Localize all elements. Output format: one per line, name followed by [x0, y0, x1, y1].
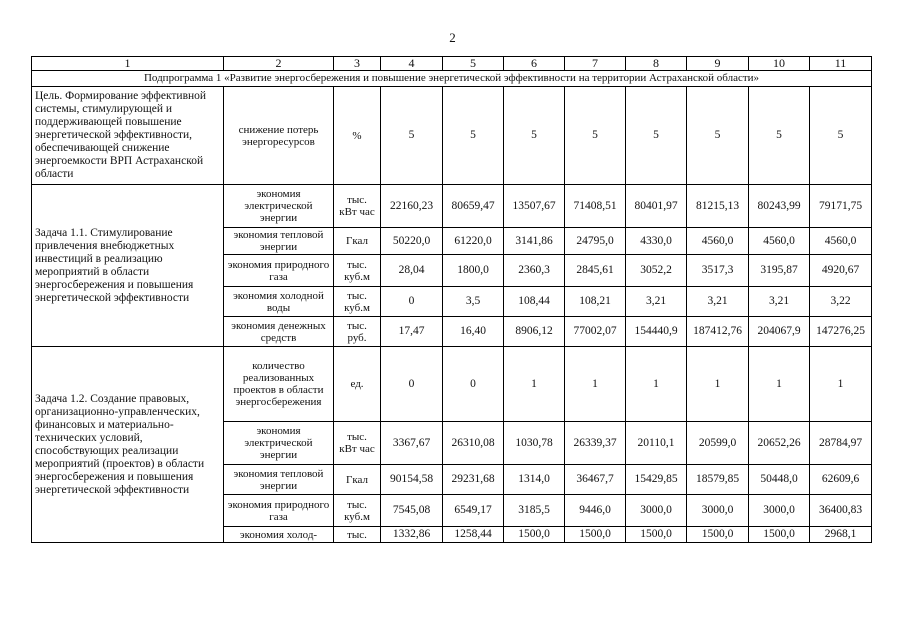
- value-cell: 3,21: [749, 287, 810, 317]
- value-cell: 5: [381, 87, 443, 185]
- value-cell: 3000,0: [626, 495, 687, 527]
- value-cell: 7545,08: [381, 495, 443, 527]
- value-cell: 3,5: [443, 287, 504, 317]
- value-cell: 1: [626, 347, 687, 422]
- value-cell: 81215,13: [687, 185, 749, 228]
- value-cell: 5: [810, 87, 872, 185]
- indicator-cell: количество реализованных проектов в области энергосбережения: [224, 347, 334, 422]
- value-cell: 4330,0: [626, 228, 687, 255]
- indicator-cell: экономия электрической энергии: [224, 185, 334, 228]
- value-cell: 20110,1: [626, 422, 687, 465]
- value-cell: 79171,75: [810, 185, 872, 228]
- value-cell: 1: [565, 347, 626, 422]
- value-cell: 1500,0: [626, 527, 687, 543]
- value-cell: 18579,85: [687, 465, 749, 495]
- value-cell: 61220,0: [443, 228, 504, 255]
- value-cell: 4920,67: [810, 255, 872, 287]
- value-cell: 3517,3: [687, 255, 749, 287]
- indicator-cell: снижение потерь энергоресурсов: [224, 87, 334, 185]
- value-cell: 3052,2: [626, 255, 687, 287]
- unit-cell: Гкал: [334, 465, 381, 495]
- value-cell: 3,21: [687, 287, 749, 317]
- value-cell: 22160,23: [381, 185, 443, 228]
- value-cell: 1500,0: [504, 527, 565, 543]
- value-cell: 3367,67: [381, 422, 443, 465]
- value-cell: 1: [749, 347, 810, 422]
- value-cell: 1: [504, 347, 565, 422]
- value-cell: 9446,0: [565, 495, 626, 527]
- value-cell: 2845,61: [565, 255, 626, 287]
- unit-cell: тыс. куб.м: [334, 495, 381, 527]
- value-cell: 80401,97: [626, 185, 687, 228]
- value-cell: 50220,0: [381, 228, 443, 255]
- column-number-8: 8: [626, 57, 687, 71]
- value-cell: 20599,0: [687, 422, 749, 465]
- value-cell: 1: [687, 347, 749, 422]
- value-cell: 28,04: [381, 255, 443, 287]
- subprogram-title: Подпрограмма 1 «Развитие энергосбережения и повышение энергетической эффективности на территории Астраханской области»: [32, 71, 872, 87]
- value-cell: 36467,7: [565, 465, 626, 495]
- value-cell: 4560,0: [749, 228, 810, 255]
- value-cell: 5: [504, 87, 565, 185]
- indicator-cell: экономия природного газа: [224, 495, 334, 527]
- column-number-row: [32, 57, 872, 71]
- unit-cell: тыс. руб.: [334, 317, 381, 347]
- value-cell: 80659,47: [443, 185, 504, 228]
- unit-cell: тыс. куб.м: [334, 255, 381, 287]
- page-number: 2: [449, 30, 456, 45]
- column-number-10: 10: [749, 57, 810, 71]
- value-cell: 90154,58: [381, 465, 443, 495]
- value-cell: 1: [810, 347, 872, 422]
- value-cell: 16,40: [443, 317, 504, 347]
- value-cell: 3,21: [626, 287, 687, 317]
- value-cell: 1500,0: [565, 527, 626, 543]
- value-cell: 3195,87: [749, 255, 810, 287]
- column-number-9: 9: [687, 57, 749, 71]
- value-cell: 62609,6: [810, 465, 872, 495]
- column-number-6: 6: [504, 57, 565, 71]
- value-cell: 1030,78: [504, 422, 565, 465]
- value-cell: 4560,0: [810, 228, 872, 255]
- value-cell: 0: [381, 287, 443, 317]
- value-cell: 50448,0: [749, 465, 810, 495]
- value-cell: 1258,44: [443, 527, 504, 543]
- value-cell: 204067,9: [749, 317, 810, 347]
- indicator-cell: экономия тепловой энергии: [224, 228, 334, 255]
- value-cell: 3185,5: [504, 495, 565, 527]
- value-cell: 17,47: [381, 317, 443, 347]
- value-cell: 28784,97: [810, 422, 872, 465]
- indicator-cell: экономия тепловой энергии: [224, 465, 334, 495]
- indicator-cell: экономия природного газа: [224, 255, 334, 287]
- value-cell: 4560,0: [687, 228, 749, 255]
- value-cell: 5: [749, 87, 810, 185]
- column-number-7: 7: [565, 57, 626, 71]
- column-number-11: 11: [810, 57, 872, 71]
- indicators-table: [31, 56, 872, 543]
- value-cell: 8906,12: [504, 317, 565, 347]
- value-cell: 3141,86: [504, 228, 565, 255]
- indicator-cell: экономия холод-: [224, 527, 334, 543]
- unit-cell: %: [334, 87, 381, 185]
- value-cell: 2360,3: [504, 255, 565, 287]
- unit-cell: тыс. кВт час: [334, 185, 381, 228]
- table-row: [32, 185, 872, 228]
- value-cell: 5: [626, 87, 687, 185]
- value-cell: 77002,07: [565, 317, 626, 347]
- value-cell: 1500,0: [687, 527, 749, 543]
- column-number-2: 2: [224, 57, 334, 71]
- value-cell: 80243,99: [749, 185, 810, 228]
- value-cell: 1332,86: [381, 527, 443, 543]
- value-cell: 26310,08: [443, 422, 504, 465]
- indicator-cell: экономия электрической энергии: [224, 422, 334, 465]
- unit-cell: ед.: [334, 347, 381, 422]
- task-cell: Задача 1.2. Создание правовых, организационно-управленческих, финансовых и материально-технических условий, способствующих реализации мероприятий (проектов) в области энергосбережения и повышения энергетической эффективности: [32, 347, 224, 543]
- task-cell: Задача 1.1. Стимулирование привлечения внебюджетных инвестиций в реализацию мероприятий в области энергосбережения и повышения энергетической эффективности: [32, 185, 224, 347]
- value-cell: 2968,1: [810, 527, 872, 543]
- value-cell: 1500,0: [749, 527, 810, 543]
- value-cell: 1800,0: [443, 255, 504, 287]
- value-cell: 3000,0: [749, 495, 810, 527]
- unit-cell: Гкал: [334, 228, 381, 255]
- unit-cell: тыс. кВт час: [334, 422, 381, 465]
- unit-cell: тыс. куб.м: [334, 287, 381, 317]
- indicator-cell: экономия денежных средств: [224, 317, 334, 347]
- value-cell: 1314,0: [504, 465, 565, 495]
- value-cell: 13507,67: [504, 185, 565, 228]
- value-cell: 15429,85: [626, 465, 687, 495]
- goal-cell: Цель. Формирование эффективной системы, стимулирующей и поддерживающей повышение энергетической эффективности, обеспечивающей снижение энергоемкости ВРП Астраханской области: [32, 87, 224, 185]
- value-cell: 154440,9: [626, 317, 687, 347]
- unit-cell: тыс.: [334, 527, 381, 543]
- value-cell: 24795,0: [565, 228, 626, 255]
- value-cell: 3000,0: [687, 495, 749, 527]
- column-number-5: 5: [443, 57, 504, 71]
- value-cell: 5: [443, 87, 504, 185]
- column-number-3: 3: [334, 57, 381, 71]
- value-cell: 26339,37: [565, 422, 626, 465]
- value-cell: 0: [381, 347, 443, 422]
- value-cell: 20652,26: [749, 422, 810, 465]
- indicator-cell: экономия холодной воды: [224, 287, 334, 317]
- subprogram-row: [32, 71, 872, 87]
- value-cell: 3,22: [810, 287, 872, 317]
- table-row: [32, 347, 872, 422]
- value-cell: 108,21: [565, 287, 626, 317]
- value-cell: 0: [443, 347, 504, 422]
- value-cell: 187412,76: [687, 317, 749, 347]
- value-cell: 147276,25: [810, 317, 872, 347]
- value-cell: 5: [687, 87, 749, 185]
- value-cell: 71408,51: [565, 185, 626, 228]
- value-cell: 5: [565, 87, 626, 185]
- table-row: [32, 87, 872, 185]
- column-number-1: 1: [32, 57, 224, 71]
- column-number-4: 4: [381, 57, 443, 71]
- table-body: [32, 57, 872, 543]
- value-cell: 36400,83: [810, 495, 872, 527]
- value-cell: 29231,68: [443, 465, 504, 495]
- value-cell: 6549,17: [443, 495, 504, 527]
- value-cell: 108,44: [504, 287, 565, 317]
